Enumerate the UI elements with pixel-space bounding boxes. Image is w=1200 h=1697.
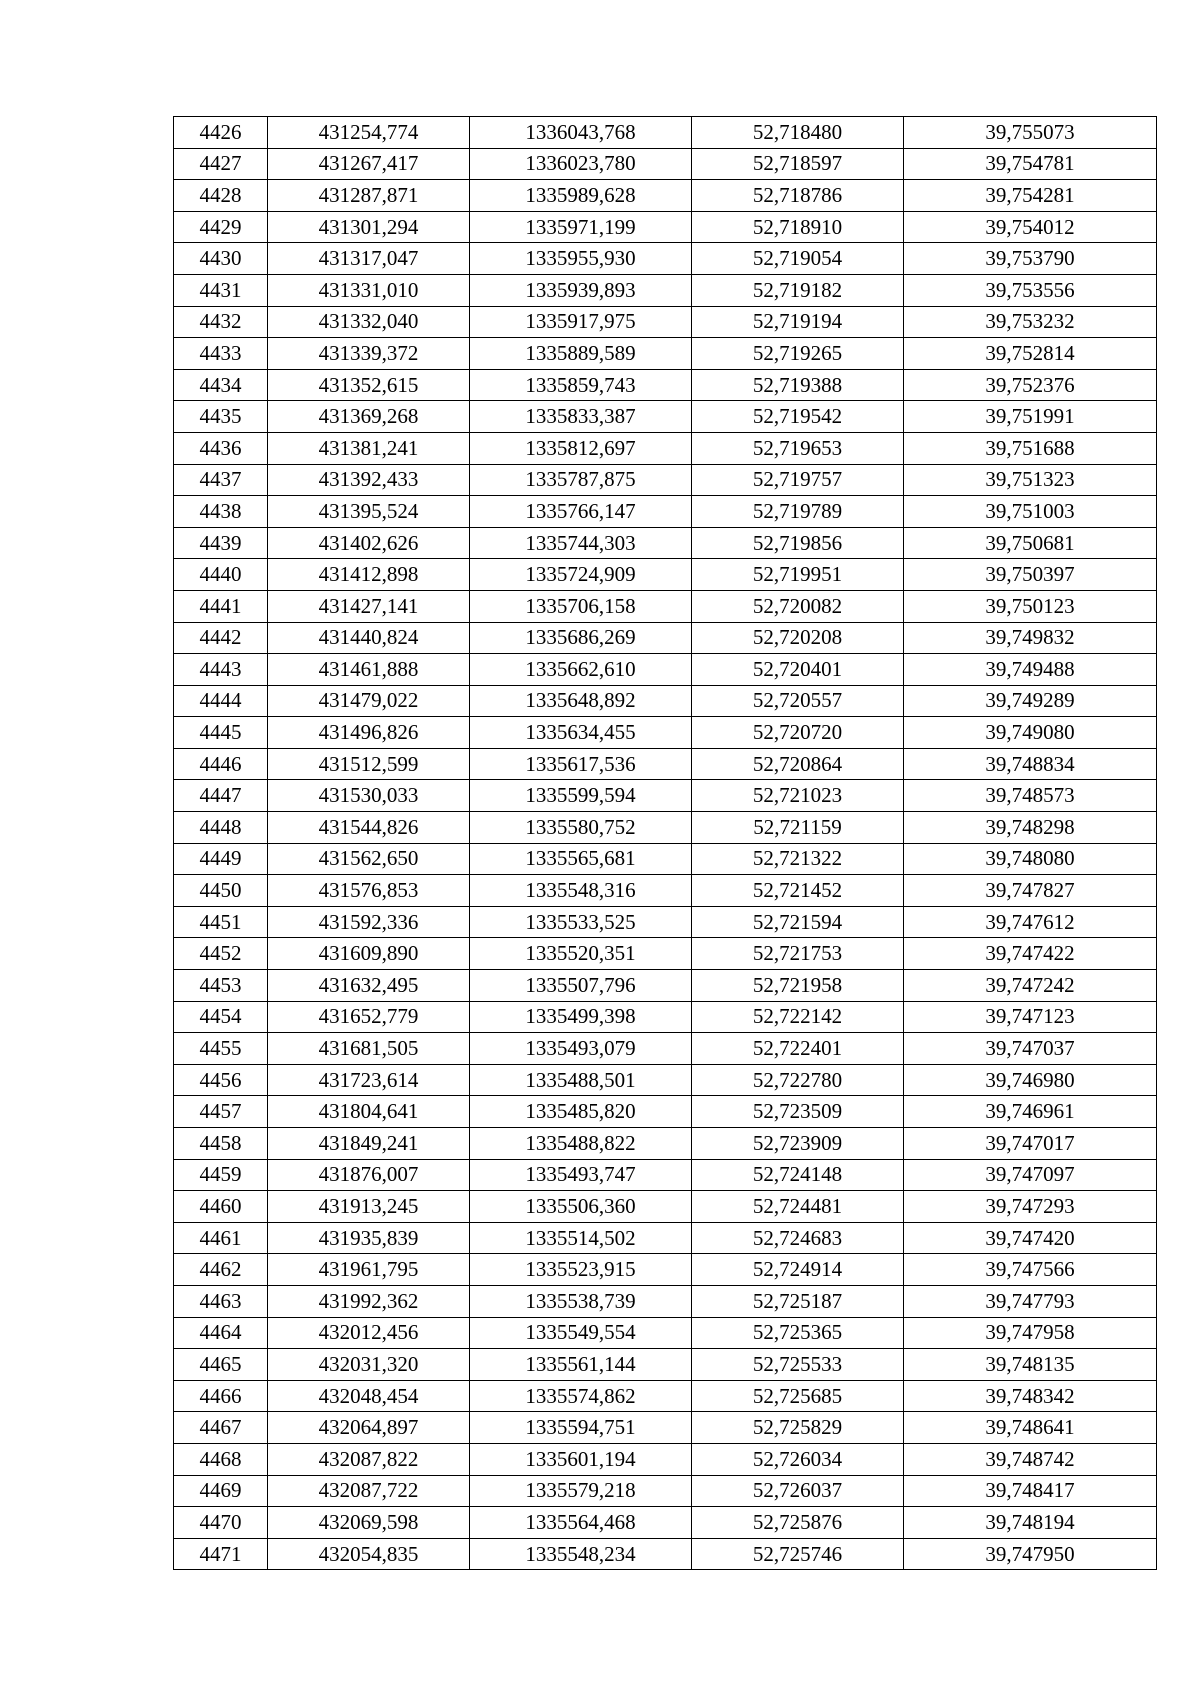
y-coordinate-cell: 1335485,820 xyxy=(470,1096,692,1128)
y-coordinate-cell: 1335564,468 xyxy=(470,1507,692,1539)
latitude-cell: 52,718910 xyxy=(692,211,904,243)
point-number-cell: 4442 xyxy=(174,622,268,654)
point-number-cell: 4450 xyxy=(174,875,268,907)
table-row xyxy=(174,527,1157,559)
y-coordinate-cell: 1335766,147 xyxy=(470,496,692,528)
x-coordinate-cell: 431681,505 xyxy=(268,1033,470,1065)
longitude-cell: 39,748742 xyxy=(904,1443,1157,1475)
point-number-cell: 4444 xyxy=(174,685,268,717)
y-coordinate-cell: 1335812,697 xyxy=(470,432,692,464)
x-coordinate-cell: 432064,897 xyxy=(268,1412,470,1444)
y-coordinate-cell: 1335744,303 xyxy=(470,527,692,559)
table-row xyxy=(174,1285,1157,1317)
x-coordinate-cell: 431512,599 xyxy=(268,748,470,780)
longitude-cell: 39,753232 xyxy=(904,306,1157,338)
x-coordinate-cell: 432054,835 xyxy=(268,1538,470,1570)
coordinates-table-body xyxy=(174,117,1157,1570)
table-row xyxy=(174,496,1157,528)
point-number-cell: 4436 xyxy=(174,432,268,464)
x-coordinate-cell: 431652,779 xyxy=(268,1001,470,1033)
table-row xyxy=(174,1507,1157,1539)
longitude-cell: 39,747827 xyxy=(904,875,1157,907)
table-row xyxy=(174,622,1157,654)
y-coordinate-cell: 1335859,743 xyxy=(470,369,692,401)
x-coordinate-cell: 432048,454 xyxy=(268,1380,470,1412)
x-coordinate-cell: 431331,010 xyxy=(268,274,470,306)
table-row xyxy=(174,148,1157,180)
point-number-cell: 4446 xyxy=(174,748,268,780)
point-number-cell: 4461 xyxy=(174,1222,268,1254)
table-row xyxy=(174,1033,1157,1065)
table-row xyxy=(174,938,1157,970)
latitude-cell: 52,721753 xyxy=(692,938,904,970)
point-number-cell: 4449 xyxy=(174,843,268,875)
longitude-cell: 39,748641 xyxy=(904,1412,1157,1444)
point-number-cell: 4448 xyxy=(174,812,268,844)
table-row xyxy=(174,780,1157,812)
table-row xyxy=(174,1096,1157,1128)
latitude-cell: 52,725365 xyxy=(692,1317,904,1349)
longitude-cell: 39,746980 xyxy=(904,1064,1157,1096)
table-row xyxy=(174,338,1157,370)
y-coordinate-cell: 1335662,610 xyxy=(470,654,692,686)
table-row xyxy=(174,1412,1157,1444)
latitude-cell: 52,721023 xyxy=(692,780,904,812)
x-coordinate-cell: 431440,824 xyxy=(268,622,470,654)
table-row xyxy=(174,717,1157,749)
longitude-cell: 39,749080 xyxy=(904,717,1157,749)
coordinates-table xyxy=(173,116,1157,1570)
latitude-cell: 52,722780 xyxy=(692,1064,904,1096)
x-coordinate-cell: 431402,626 xyxy=(268,527,470,559)
latitude-cell: 52,722142 xyxy=(692,1001,904,1033)
longitude-cell: 39,747612 xyxy=(904,906,1157,938)
longitude-cell: 39,753556 xyxy=(904,274,1157,306)
longitude-cell: 39,754012 xyxy=(904,211,1157,243)
y-coordinate-cell: 1335617,536 xyxy=(470,748,692,780)
point-number-cell: 4434 xyxy=(174,369,268,401)
point-number-cell: 4459 xyxy=(174,1159,268,1191)
longitude-cell: 39,748135 xyxy=(904,1349,1157,1381)
x-coordinate-cell: 431267,417 xyxy=(268,148,470,180)
latitude-cell: 52,720082 xyxy=(692,590,904,622)
longitude-cell: 39,746961 xyxy=(904,1096,1157,1128)
longitude-cell: 39,751991 xyxy=(904,401,1157,433)
y-coordinate-cell: 1335648,892 xyxy=(470,685,692,717)
x-coordinate-cell: 431287,871 xyxy=(268,180,470,212)
x-coordinate-cell: 431339,372 xyxy=(268,338,470,370)
longitude-cell: 39,749488 xyxy=(904,654,1157,686)
x-coordinate-cell: 431562,650 xyxy=(268,843,470,875)
longitude-cell: 39,749832 xyxy=(904,622,1157,654)
y-coordinate-cell: 1335955,930 xyxy=(470,243,692,275)
y-coordinate-cell: 1335634,455 xyxy=(470,717,692,749)
y-coordinate-cell: 1335549,554 xyxy=(470,1317,692,1349)
point-number-cell: 4441 xyxy=(174,590,268,622)
x-coordinate-cell: 431849,241 xyxy=(268,1128,470,1160)
y-coordinate-cell: 1335706,158 xyxy=(470,590,692,622)
table-row xyxy=(174,748,1157,780)
x-coordinate-cell: 432087,722 xyxy=(268,1475,470,1507)
table-row xyxy=(174,1475,1157,1507)
longitude-cell: 39,748417 xyxy=(904,1475,1157,1507)
latitude-cell: 52,719182 xyxy=(692,274,904,306)
longitude-cell: 39,748194 xyxy=(904,1507,1157,1539)
point-number-cell: 4430 xyxy=(174,243,268,275)
point-number-cell: 4438 xyxy=(174,496,268,528)
y-coordinate-cell: 1335917,975 xyxy=(470,306,692,338)
latitude-cell: 52,719194 xyxy=(692,306,904,338)
point-number-cell: 4466 xyxy=(174,1380,268,1412)
x-coordinate-cell: 431352,615 xyxy=(268,369,470,401)
x-coordinate-cell: 431592,336 xyxy=(268,906,470,938)
point-number-cell: 4440 xyxy=(174,559,268,591)
y-coordinate-cell: 1335561,144 xyxy=(470,1349,692,1381)
longitude-cell: 39,751688 xyxy=(904,432,1157,464)
x-coordinate-cell: 431876,007 xyxy=(268,1159,470,1191)
y-coordinate-cell: 1335520,351 xyxy=(470,938,692,970)
latitude-cell: 52,723909 xyxy=(692,1128,904,1160)
latitude-cell: 52,718597 xyxy=(692,148,904,180)
table-row xyxy=(174,117,1157,149)
y-coordinate-cell: 1335601,194 xyxy=(470,1443,692,1475)
table-row xyxy=(174,1349,1157,1381)
x-coordinate-cell: 431461,888 xyxy=(268,654,470,686)
latitude-cell: 52,719265 xyxy=(692,338,904,370)
point-number-cell: 4455 xyxy=(174,1033,268,1065)
table-row xyxy=(174,464,1157,496)
x-coordinate-cell: 431381,241 xyxy=(268,432,470,464)
longitude-cell: 39,750397 xyxy=(904,559,1157,591)
x-coordinate-cell: 431961,795 xyxy=(268,1254,470,1286)
point-number-cell: 4428 xyxy=(174,180,268,212)
longitude-cell: 39,751323 xyxy=(904,464,1157,496)
y-coordinate-cell: 1335580,752 xyxy=(470,812,692,844)
latitude-cell: 52,723509 xyxy=(692,1096,904,1128)
point-number-cell: 4453 xyxy=(174,970,268,1002)
latitude-cell: 52,719789 xyxy=(692,496,904,528)
longitude-cell: 39,747097 xyxy=(904,1159,1157,1191)
x-coordinate-cell: 431723,614 xyxy=(268,1064,470,1096)
x-coordinate-cell: 431496,826 xyxy=(268,717,470,749)
table-row xyxy=(174,906,1157,938)
table-row xyxy=(174,1128,1157,1160)
longitude-cell: 39,747958 xyxy=(904,1317,1157,1349)
latitude-cell: 52,724683 xyxy=(692,1222,904,1254)
point-number-cell: 4439 xyxy=(174,527,268,559)
latitude-cell: 52,724481 xyxy=(692,1191,904,1223)
table-row xyxy=(174,1001,1157,1033)
longitude-cell: 39,747566 xyxy=(904,1254,1157,1286)
latitude-cell: 52,721159 xyxy=(692,812,904,844)
x-coordinate-cell: 431395,524 xyxy=(268,496,470,528)
y-coordinate-cell: 1335939,893 xyxy=(470,274,692,306)
longitude-cell: 39,748342 xyxy=(904,1380,1157,1412)
table-row xyxy=(174,432,1157,464)
point-number-cell: 4452 xyxy=(174,938,268,970)
longitude-cell: 39,752814 xyxy=(904,338,1157,370)
y-coordinate-cell: 1335989,628 xyxy=(470,180,692,212)
x-coordinate-cell: 431992,362 xyxy=(268,1285,470,1317)
longitude-cell: 39,747420 xyxy=(904,1222,1157,1254)
latitude-cell: 52,721322 xyxy=(692,843,904,875)
point-number-cell: 4451 xyxy=(174,906,268,938)
latitude-cell: 52,720208 xyxy=(692,622,904,654)
y-coordinate-cell: 1335548,234 xyxy=(470,1538,692,1570)
x-coordinate-cell: 431632,495 xyxy=(268,970,470,1002)
longitude-cell: 39,747793 xyxy=(904,1285,1157,1317)
y-coordinate-cell: 1335574,862 xyxy=(470,1380,692,1412)
table-row xyxy=(174,590,1157,622)
x-coordinate-cell: 431804,641 xyxy=(268,1096,470,1128)
point-number-cell: 4427 xyxy=(174,148,268,180)
x-coordinate-cell: 432031,320 xyxy=(268,1349,470,1381)
latitude-cell: 52,725685 xyxy=(692,1380,904,1412)
point-number-cell: 4469 xyxy=(174,1475,268,1507)
latitude-cell: 52,719542 xyxy=(692,401,904,433)
latitude-cell: 52,724148 xyxy=(692,1159,904,1191)
x-coordinate-cell: 431576,853 xyxy=(268,875,470,907)
y-coordinate-cell: 1335787,875 xyxy=(470,464,692,496)
x-coordinate-cell: 431913,245 xyxy=(268,1191,470,1223)
table-row xyxy=(174,243,1157,275)
table-row xyxy=(174,1064,1157,1096)
point-number-cell: 4454 xyxy=(174,1001,268,1033)
latitude-cell: 52,720401 xyxy=(692,654,904,686)
y-coordinate-cell: 1335506,360 xyxy=(470,1191,692,1223)
table-row xyxy=(174,1222,1157,1254)
longitude-cell: 39,748298 xyxy=(904,812,1157,844)
point-number-cell: 4457 xyxy=(174,1096,268,1128)
longitude-cell: 39,748080 xyxy=(904,843,1157,875)
point-number-cell: 4465 xyxy=(174,1349,268,1381)
y-coordinate-cell: 1335971,199 xyxy=(470,211,692,243)
longitude-cell: 39,750681 xyxy=(904,527,1157,559)
point-number-cell: 4456 xyxy=(174,1064,268,1096)
x-coordinate-cell: 431412,898 xyxy=(268,559,470,591)
table-row xyxy=(174,369,1157,401)
point-number-cell: 4435 xyxy=(174,401,268,433)
table-row xyxy=(174,685,1157,717)
table-row xyxy=(174,306,1157,338)
longitude-cell: 39,748834 xyxy=(904,748,1157,780)
table-row xyxy=(174,812,1157,844)
latitude-cell: 52,725746 xyxy=(692,1538,904,1570)
x-coordinate-cell: 431544,826 xyxy=(268,812,470,844)
latitude-cell: 52,718786 xyxy=(692,180,904,212)
latitude-cell: 52,725533 xyxy=(692,1349,904,1381)
longitude-cell: 39,747242 xyxy=(904,970,1157,1002)
table-row xyxy=(174,559,1157,591)
point-number-cell: 4433 xyxy=(174,338,268,370)
longitude-cell: 39,748573 xyxy=(904,780,1157,812)
point-number-cell: 4460 xyxy=(174,1191,268,1223)
x-coordinate-cell: 431392,433 xyxy=(268,464,470,496)
y-coordinate-cell: 1335533,525 xyxy=(470,906,692,938)
longitude-cell: 39,754781 xyxy=(904,148,1157,180)
longitude-cell: 39,747017 xyxy=(904,1128,1157,1160)
longitude-cell: 39,750123 xyxy=(904,590,1157,622)
latitude-cell: 52,719856 xyxy=(692,527,904,559)
longitude-cell: 39,755073 xyxy=(904,117,1157,149)
x-coordinate-cell: 432069,598 xyxy=(268,1507,470,1539)
y-coordinate-cell: 1335488,822 xyxy=(470,1128,692,1160)
point-number-cell: 4432 xyxy=(174,306,268,338)
point-number-cell: 4431 xyxy=(174,274,268,306)
table-row xyxy=(174,1191,1157,1223)
x-coordinate-cell: 431609,890 xyxy=(268,938,470,970)
x-coordinate-cell: 431427,141 xyxy=(268,590,470,622)
x-coordinate-cell: 431317,047 xyxy=(268,243,470,275)
x-coordinate-cell: 431254,774 xyxy=(268,117,470,149)
y-coordinate-cell: 1336023,780 xyxy=(470,148,692,180)
point-number-cell: 4463 xyxy=(174,1285,268,1317)
x-coordinate-cell: 431530,033 xyxy=(268,780,470,812)
longitude-cell: 39,747123 xyxy=(904,1001,1157,1033)
point-number-cell: 4462 xyxy=(174,1254,268,1286)
point-number-cell: 4467 xyxy=(174,1412,268,1444)
latitude-cell: 52,726037 xyxy=(692,1475,904,1507)
y-coordinate-cell: 1335724,909 xyxy=(470,559,692,591)
longitude-cell: 39,747037 xyxy=(904,1033,1157,1065)
y-coordinate-cell: 1335523,915 xyxy=(470,1254,692,1286)
latitude-cell: 52,719054 xyxy=(692,243,904,275)
point-number-cell: 4437 xyxy=(174,464,268,496)
point-number-cell: 4471 xyxy=(174,1538,268,1570)
longitude-cell: 39,754281 xyxy=(904,180,1157,212)
latitude-cell: 52,725187 xyxy=(692,1285,904,1317)
y-coordinate-cell: 1335493,747 xyxy=(470,1159,692,1191)
point-number-cell: 4470 xyxy=(174,1507,268,1539)
x-coordinate-cell: 432012,456 xyxy=(268,1317,470,1349)
y-coordinate-cell: 1335594,751 xyxy=(470,1412,692,1444)
x-coordinate-cell: 431301,294 xyxy=(268,211,470,243)
table-row xyxy=(174,970,1157,1002)
table-row xyxy=(174,843,1157,875)
y-coordinate-cell: 1335548,316 xyxy=(470,875,692,907)
table-row xyxy=(174,1443,1157,1475)
x-coordinate-cell: 431332,040 xyxy=(268,306,470,338)
point-number-cell: 4426 xyxy=(174,117,268,149)
y-coordinate-cell: 1335493,079 xyxy=(470,1033,692,1065)
longitude-cell: 39,749289 xyxy=(904,685,1157,717)
table-row xyxy=(174,654,1157,686)
point-number-cell: 4443 xyxy=(174,654,268,686)
latitude-cell: 52,720720 xyxy=(692,717,904,749)
longitude-cell: 39,747422 xyxy=(904,938,1157,970)
table-row xyxy=(174,875,1157,907)
latitude-cell: 52,725876 xyxy=(692,1507,904,1539)
latitude-cell: 52,720864 xyxy=(692,748,904,780)
y-coordinate-cell: 1335565,681 xyxy=(470,843,692,875)
table-row xyxy=(174,401,1157,433)
latitude-cell: 52,725829 xyxy=(692,1412,904,1444)
latitude-cell: 52,719757 xyxy=(692,464,904,496)
latitude-cell: 52,721594 xyxy=(692,906,904,938)
y-coordinate-cell: 1335599,594 xyxy=(470,780,692,812)
point-number-cell: 4429 xyxy=(174,211,268,243)
y-coordinate-cell: 1335579,218 xyxy=(470,1475,692,1507)
latitude-cell: 52,719388 xyxy=(692,369,904,401)
x-coordinate-cell: 432087,822 xyxy=(268,1443,470,1475)
table-row xyxy=(174,1317,1157,1349)
table-row xyxy=(174,1380,1157,1412)
y-coordinate-cell: 1335514,502 xyxy=(470,1222,692,1254)
x-coordinate-cell: 431369,268 xyxy=(268,401,470,433)
longitude-cell: 39,747293 xyxy=(904,1191,1157,1223)
y-coordinate-cell: 1336043,768 xyxy=(470,117,692,149)
y-coordinate-cell: 1335507,796 xyxy=(470,970,692,1002)
latitude-cell: 52,718480 xyxy=(692,117,904,149)
y-coordinate-cell: 1335538,739 xyxy=(470,1285,692,1317)
longitude-cell: 39,751003 xyxy=(904,496,1157,528)
y-coordinate-cell: 1335499,398 xyxy=(470,1001,692,1033)
latitude-cell: 52,719653 xyxy=(692,432,904,464)
y-coordinate-cell: 1335833,387 xyxy=(470,401,692,433)
latitude-cell: 52,721452 xyxy=(692,875,904,907)
y-coordinate-cell: 1335488,501 xyxy=(470,1064,692,1096)
latitude-cell: 52,719951 xyxy=(692,559,904,591)
table-row xyxy=(174,211,1157,243)
x-coordinate-cell: 431935,839 xyxy=(268,1222,470,1254)
table-row xyxy=(174,274,1157,306)
y-coordinate-cell: 1335889,589 xyxy=(470,338,692,370)
latitude-cell: 52,726034 xyxy=(692,1443,904,1475)
table-row xyxy=(174,1159,1157,1191)
point-number-cell: 4447 xyxy=(174,780,268,812)
longitude-cell: 39,753790 xyxy=(904,243,1157,275)
latitude-cell: 52,721958 xyxy=(692,970,904,1002)
point-number-cell: 4468 xyxy=(174,1443,268,1475)
latitude-cell: 52,720557 xyxy=(692,685,904,717)
point-number-cell: 4445 xyxy=(174,717,268,749)
y-coordinate-cell: 1335686,269 xyxy=(470,622,692,654)
point-number-cell: 4458 xyxy=(174,1128,268,1160)
point-number-cell: 4464 xyxy=(174,1317,268,1349)
table-row xyxy=(174,1254,1157,1286)
table-row xyxy=(174,180,1157,212)
latitude-cell: 52,724914 xyxy=(692,1254,904,1286)
longitude-cell: 39,747950 xyxy=(904,1538,1157,1570)
latitude-cell: 52,722401 xyxy=(692,1033,904,1065)
x-coordinate-cell: 431479,022 xyxy=(268,685,470,717)
longitude-cell: 39,752376 xyxy=(904,369,1157,401)
table-row xyxy=(174,1538,1157,1570)
